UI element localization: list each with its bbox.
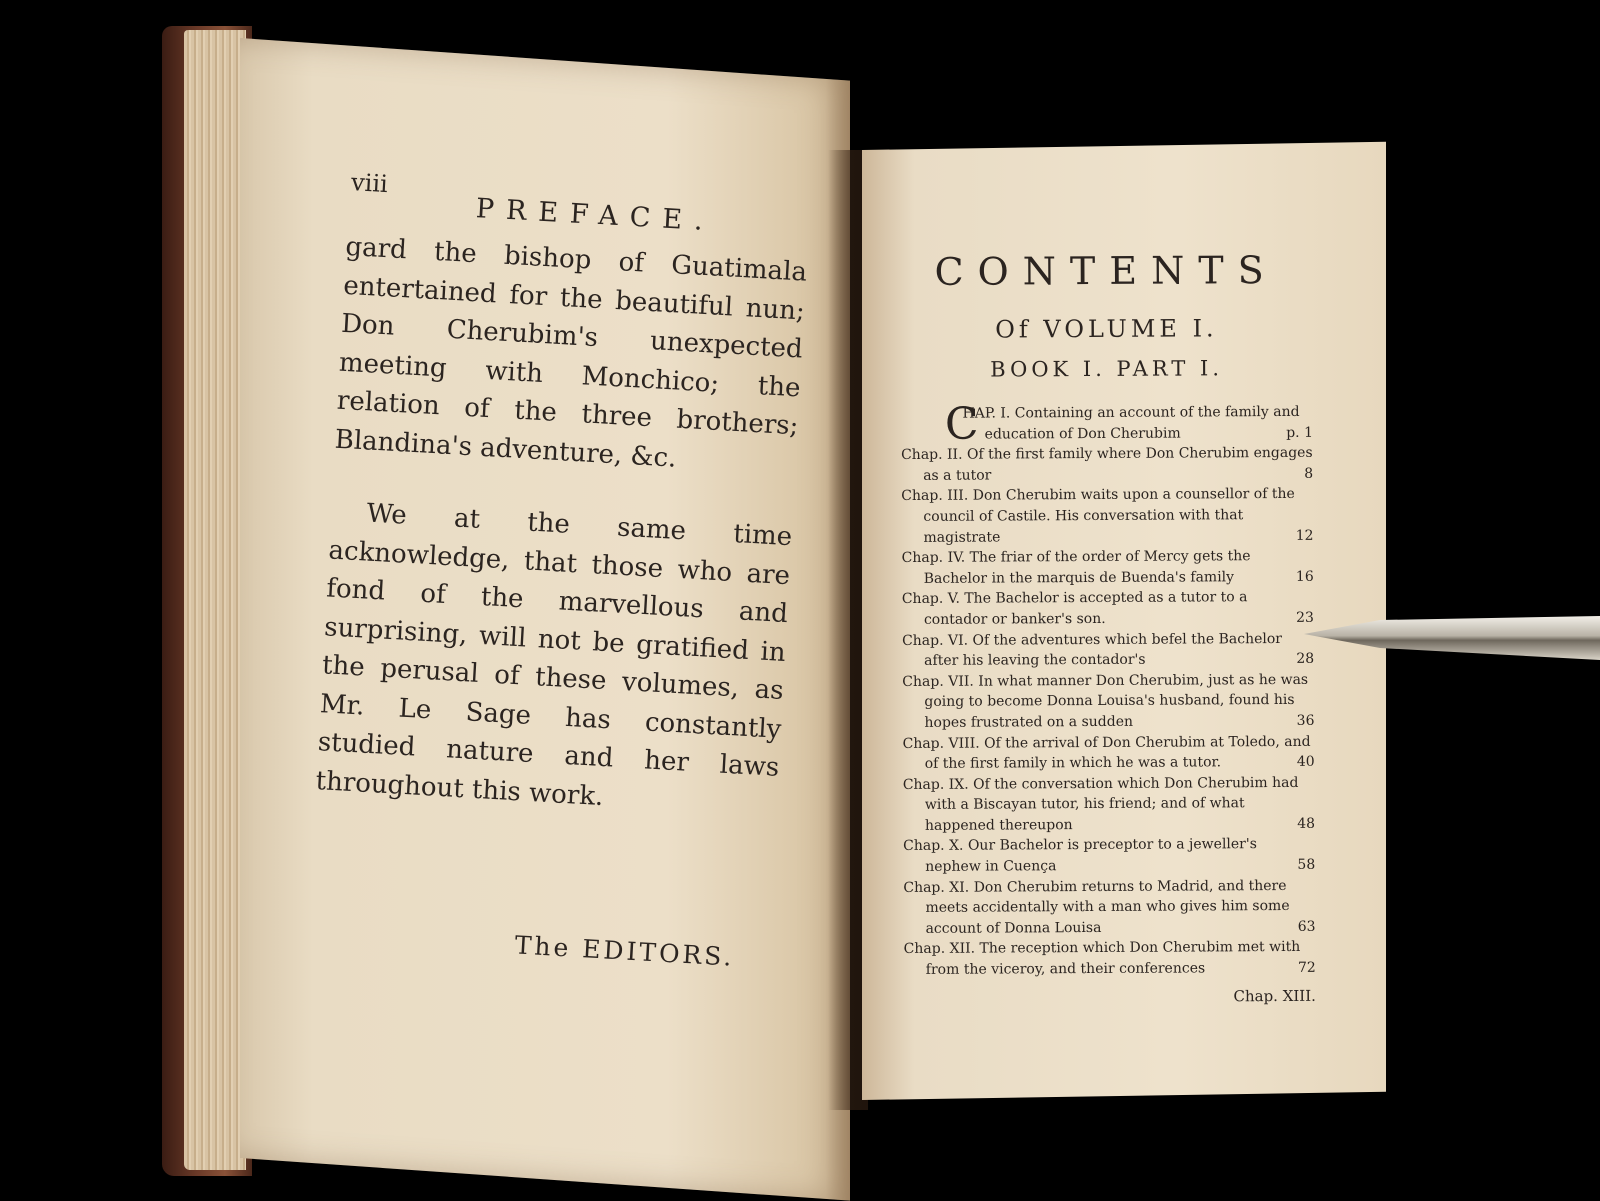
toc-page-number: 12 — [1295, 527, 1314, 544]
toc-entry-text: Chap. XII. The reception which Don Cherubim met with from the viceroy, and their conferences — [903, 939, 1301, 978]
toc-entry — [901, 484, 1313, 548]
preface-paragraph: We at the same time acknowledge, that those who are fond of the marvellous and surprising, will not be gratified in the perusal of these volumes, as Mr. Le Sage has constantly studied nature and her laws throughout this work. — [314, 498, 793, 812]
toc-page-number: 8 — [1304, 465, 1314, 482]
table-of-contents — [901, 398, 1316, 981]
toc-entry — [902, 628, 1314, 671]
preface-body — [315, 228, 808, 826]
page-number: viii — [350, 168, 389, 199]
toc-entry — [903, 875, 1315, 939]
toc-entry — [902, 546, 1314, 589]
toc-entry — [902, 587, 1314, 630]
book-part-heading: BOOK I. PART I. — [990, 356, 1224, 382]
toc-entry — [903, 773, 1315, 837]
toc-entry-text: Chap. III. Don Cherubim waits upon a counsellor of the council of Castile. His conversation with that magistrate — [901, 486, 1295, 546]
toc-entry — [901, 398, 1314, 450]
drop-cap: C — [944, 398, 979, 450]
toc-entry-text: Chap. V. The Bachelor is accepted as a tutor to a contador or banker's son. — [901, 589, 1248, 628]
page-edges — [184, 30, 246, 1170]
toc-entry-text: Chap. VI. Of the adventures which befel the Bachelor after his leaving the contador's — [902, 630, 1283, 670]
toc-entry-text: Chap. XI. Don Cherubim returns to Madrid, and there meets accidentally with a man who gives him some account of Donna Louisa — [903, 877, 1290, 937]
toc-entry — [901, 443, 1313, 486]
toc-page-number: 48 — [1297, 815, 1316, 832]
toc-entry-text: Chap. VIII. Of the arrival of Don Cherubim at Toledo, and of the first family in which he was a tutor. — [902, 733, 1311, 772]
toc-page-number: 16 — [1295, 568, 1314, 585]
toc-entry-text: Chap. IX. Of the conversation which Don Cherubim had with a Biscayan tutor, his friend; and of what happened thereupon — [902, 774, 1299, 834]
toc-entry-text: Chap. VII. In what manner Don Cherubim, just as he was going to become Donna Louisa's husband, found his hopes frustrated on a sudden — [902, 671, 1309, 731]
signature-prefix: The — [514, 930, 573, 963]
toc-entry-text: Chap. X. Our Bachelor is preceptor to a jeweller's nephew in Cuença — [903, 836, 1257, 875]
toc-entry-text: HAP. I. Containing an account of the family and education of Don Cherubim — [962, 403, 1300, 443]
toc-page-number: 58 — [1297, 856, 1316, 873]
toc-page-number: p. 1 — [1286, 424, 1314, 441]
signature-name: EDITORS. — [581, 934, 736, 972]
blade-shape — [1304, 616, 1600, 660]
preface-paragraph: gard the bishop of Guatimala entertained for the beautiful nun; Don Cherubim's unexpected meeting with Monchico; the relation of the three brothers; Blandina's adventure, &c. — [334, 231, 808, 474]
toc-page-number: 23 — [1296, 609, 1314, 626]
running-head: PREFACE. — [475, 193, 716, 238]
toc-entry-text: Chap. II. Of the first family where Don Cherubim engages as a tutor — [901, 445, 1313, 484]
knife-pointer — [1300, 600, 1600, 680]
contents-page — [900, 248, 1316, 1007]
toc-entry — [903, 731, 1315, 774]
toc-page-number: 36 — [1296, 712, 1315, 729]
toc-entry — [902, 670, 1314, 734]
toc-page-number: 28 — [1296, 650, 1315, 668]
toc-page-number: 63 — [1297, 918, 1316, 935]
toc-page-number: 40 — [1296, 753, 1315, 771]
toc-entry — [903, 834, 1315, 877]
toc-entry — [904, 937, 1316, 980]
contents-title: CONTENTS — [934, 248, 1278, 294]
toc-entry-text: Chap. IV. The friar of the order of Mercy gets the Bachelor in the marquis de Buenda's family — [901, 548, 1251, 587]
catchword: Chap. XIII. — [1233, 986, 1316, 1005]
volume-title: Of VOLUME I. — [995, 314, 1218, 344]
toc-page-number: 72 — [1297, 959, 1316, 976]
